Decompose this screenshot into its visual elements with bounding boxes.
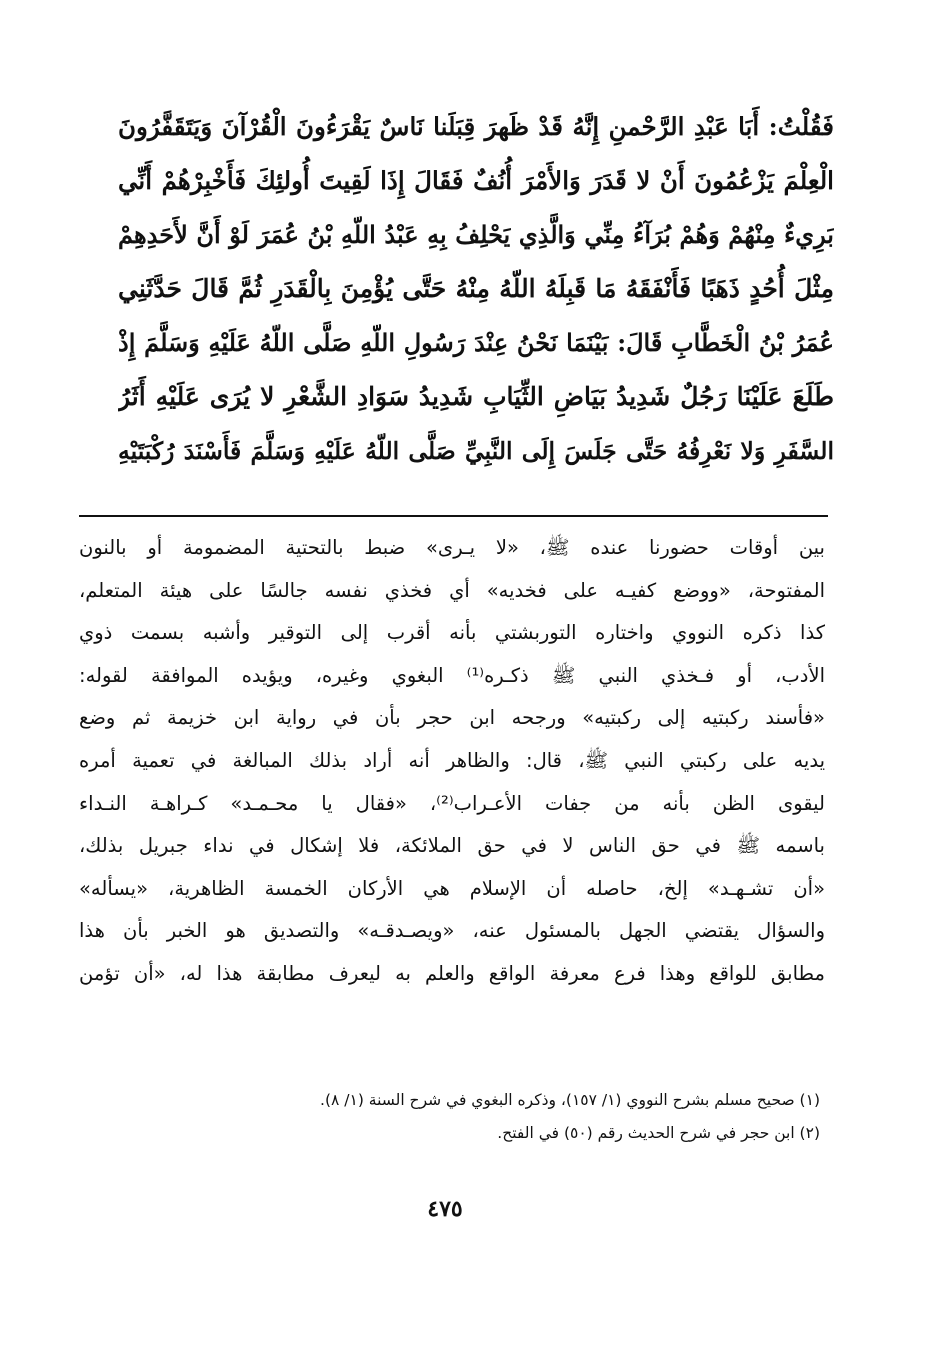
commentary-block: [79, 527, 825, 996]
commentary-line: باسمه ﷺ في حق الناس لا في حق الملائكة، فلا إشكال في نداء جبريل بذلك،: [79, 834, 825, 858]
footnotes-block: [150, 1084, 820, 1150]
commentary-line: بين أوقات حضورنا عنده ﷺ، «لا يـرى» ضبط بالتحتية المضمومة أو بالنون: [79, 536, 825, 559]
hadith-text-block: [118, 100, 834, 478]
hadith-line: طَلَعَ عَلَيْنَا رَجُلٌ شَدِيدُ بَيَاضِ الثِّيَابِ شَدِيدُ سَوَادِ الشَّعْرِ لا يُرَى عَلَيْهِ أَثَرُ: [118, 382, 834, 411]
hadith-line: بَرِيءٌ مِنْهُمْ وَهُمْ بُرَآءُ مِنِّي وَالَّذِي يَحْلِفُ بِهِ عَبْدُ اللّهِ بْنُ عُمَرَ لَوْ أَنَّ لأَحَدِهِمْ: [118, 220, 834, 249]
commentary-line: كذا ذكره النووي واختاره التوربشتي بأنه أقرب إلى التوقير وأشبه بسمت ذوي: [79, 621, 825, 645]
commentary-line: ليقوى الظن بأنه من جفات الأعـراب⁽²⁾، «فقال يا محـمـد» كـراهـة النـداء: [79, 791, 825, 815]
commentary-line: الأدب، أو فـخذي النبي ﷺ ذكـره⁽¹⁾ البغوي وغيره، ويؤيده الموافقة لقوله:: [79, 663, 825, 687]
commentary-line: والسؤال يقتضي الجهل بالمسئول عنه، «ويصـدقـه» والتصديق هو الخبر بأن هذا: [79, 919, 825, 943]
hadith-line: الْعِلْمَ يَزْعُمُونَ أَنْ لا قَدَرَ وَالأَمْرَ أُنُفٌ فَقَالَ إِذَا لَقِيتَ أُولئِكَ فَأَخْبِرْهُمْ أَنِّي: [118, 166, 834, 195]
commentary-line: المفتوحة، «ووضع كفيـه على فخديه» أي فخذي نفسه جالسًا على هيئة المتعلم،: [79, 578, 825, 602]
commentary-line: يديه على ركبتي النبي ﷺ، قال: والظاهر أنه أراد بذلك المبالغة في تعمية أمره: [79, 748, 825, 772]
footnote-2: (٢) ابن حجر في شرح الحديث رقم (٥٠) في الفتح.: [497, 1124, 820, 1142]
hadith-line: السَّفَرِ وَلا نَعْرِفُهُ حَتَّى جَلَسَ إِلَى النَّبِيِّ صَلَّى اللّهُ عَلَيْهِ وَسَلَّمَ فَأَسْنَدَ رُكْبَتَيْهِ: [118, 437, 834, 465]
footnote-1: (١) صحيح مسلم بشرح النووي (١/ ١٥٧)، وذكره البغوي في شرح السنة (١/ ٨).: [320, 1091, 820, 1109]
hadith-line: مِثْلَ أُحُدٍ ذَهَبًا فَأَنْفَقَهُ مَا قَبِلَهُ اللّهُ مِنْهُ حَتَّى يُؤْمِنَ بِالْقَدَرِ ثُمَّ قَالَ حَدَّثَنِي: [118, 274, 834, 303]
hadith-line: عُمَرُ بْنُ الْخَطَّابِ قَالَ: بَيْنَمَا نَحْنُ عِنْدَ رَسُولِ اللّهِ صَلَّى اللّهُ عَلَيْهِ وَسَلَّمَ إِذْ: [118, 328, 834, 357]
commentary-line: «فأسند ركبتيه إلى ركبتيه» ورجحه ابن حجر بأن في رواية ابن خزيمة ثم وضع: [79, 706, 825, 730]
hadith-line: فَقُلْتُ: أَبَا عَبْدِ الرَّحْمنِ إِنَّهُ قَدْ ظَهرَ قِبَلَنا نَاسٌ يَقْرَءُونَ الْقُرْآنَ وَيَتَقَفَّرُونَ: [118, 112, 834, 141]
commentary-line: مطابق للواقع وهذا فرع معرفة الواقع والعلم به ليعرف مطابقة هذا له، «أن تؤمن: [79, 961, 825, 985]
section-divider: [79, 515, 828, 517]
page-number: ٤٧٥: [427, 1196, 463, 1222]
commentary-line: «أن تشـهـد» إلخ، حاصله أن الإسلام هي الأركان الخمسة الظاهرية، «يسأله»: [79, 876, 825, 900]
